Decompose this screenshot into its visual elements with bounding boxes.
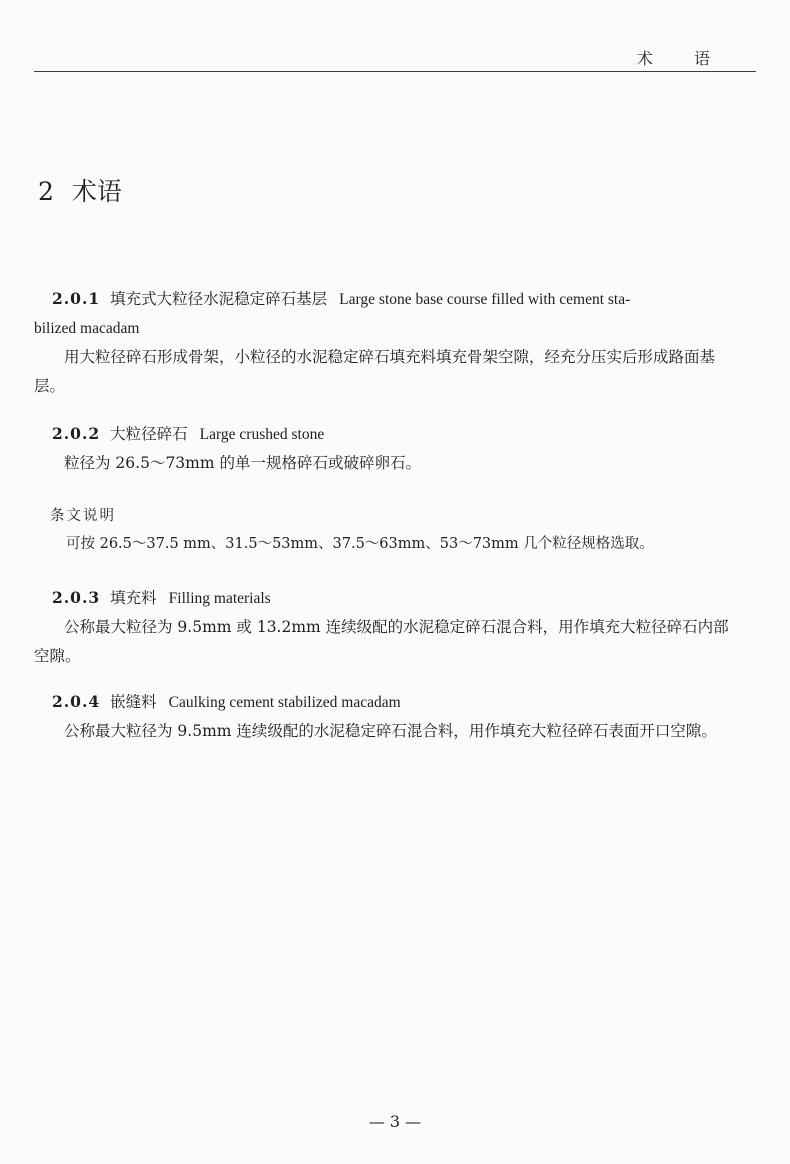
term-2-0-2 xyxy=(0,419,790,478)
chapter-title: 术语 xyxy=(71,177,122,206)
term-name-en: Caulking cement stabilized macadam xyxy=(168,694,401,711)
term-2-0-4 xyxy=(0,687,790,746)
term-heading xyxy=(0,419,790,449)
term-number: 2.0.2 xyxy=(52,424,101,443)
term-definition: 粒径为 26.5～73mm 的单一规格碎石或破碎卵石。 xyxy=(64,454,421,472)
chapter-number: 2 xyxy=(38,177,54,206)
term-2-0-3 xyxy=(0,583,790,671)
term-name-en: Large crushed stone xyxy=(199,426,325,443)
page-number: — 3 — xyxy=(368,1112,422,1131)
term-name-en: Large stone base course filled with cement sta- xyxy=(339,291,631,308)
term-number: 2.0.1 xyxy=(52,289,101,308)
explanatory-note xyxy=(0,502,790,558)
term-heading xyxy=(0,583,790,613)
term-definition: 公称最大粒径为 9.5mm 连续级配的水泥稳定碎石混合料，用作填充大粒径碎石表面开口空隙。 xyxy=(64,722,717,740)
term-name-zh: 大粒径碎石 xyxy=(110,425,188,443)
chapter-heading xyxy=(38,172,122,208)
note-title: 条文说明 xyxy=(50,508,116,524)
term-name-zh: 填充料 xyxy=(110,589,157,607)
term-heading xyxy=(0,687,790,717)
running-header: 术 语 xyxy=(636,49,728,68)
header-rule xyxy=(34,71,756,72)
term-name-en: Filling materials xyxy=(168,590,271,607)
note-body: 可按 26.5～37.5 mm、31.5～53mm、37.5～63mm、53～73mm 几个粒径规格选取。 xyxy=(66,536,654,552)
term-name-zh: 填充式大粒径水泥稳定碎石基层 xyxy=(110,290,328,308)
term-name-en-continued: bilized macadam xyxy=(34,320,140,337)
term-definition: 公称最大粒径为 9.5mm 或 13.2mm 连续级配的水泥稳定碎石混合料，用作填充大粒径碎石内部空隙。 xyxy=(34,618,729,665)
term-number: 2.0.4 xyxy=(52,692,101,711)
term-definition: 用大粒径碎石形成骨架，小粒径的水泥稳定碎石填充料填充骨架空隙，经充分压实后形成路面基层。 xyxy=(34,348,716,395)
term-heading-continued xyxy=(0,314,790,343)
term-name-zh: 嵌缝料 xyxy=(110,693,157,711)
term-2-0-1 xyxy=(0,284,790,401)
term-heading xyxy=(0,284,790,314)
term-number: 2.0.3 xyxy=(52,588,101,607)
